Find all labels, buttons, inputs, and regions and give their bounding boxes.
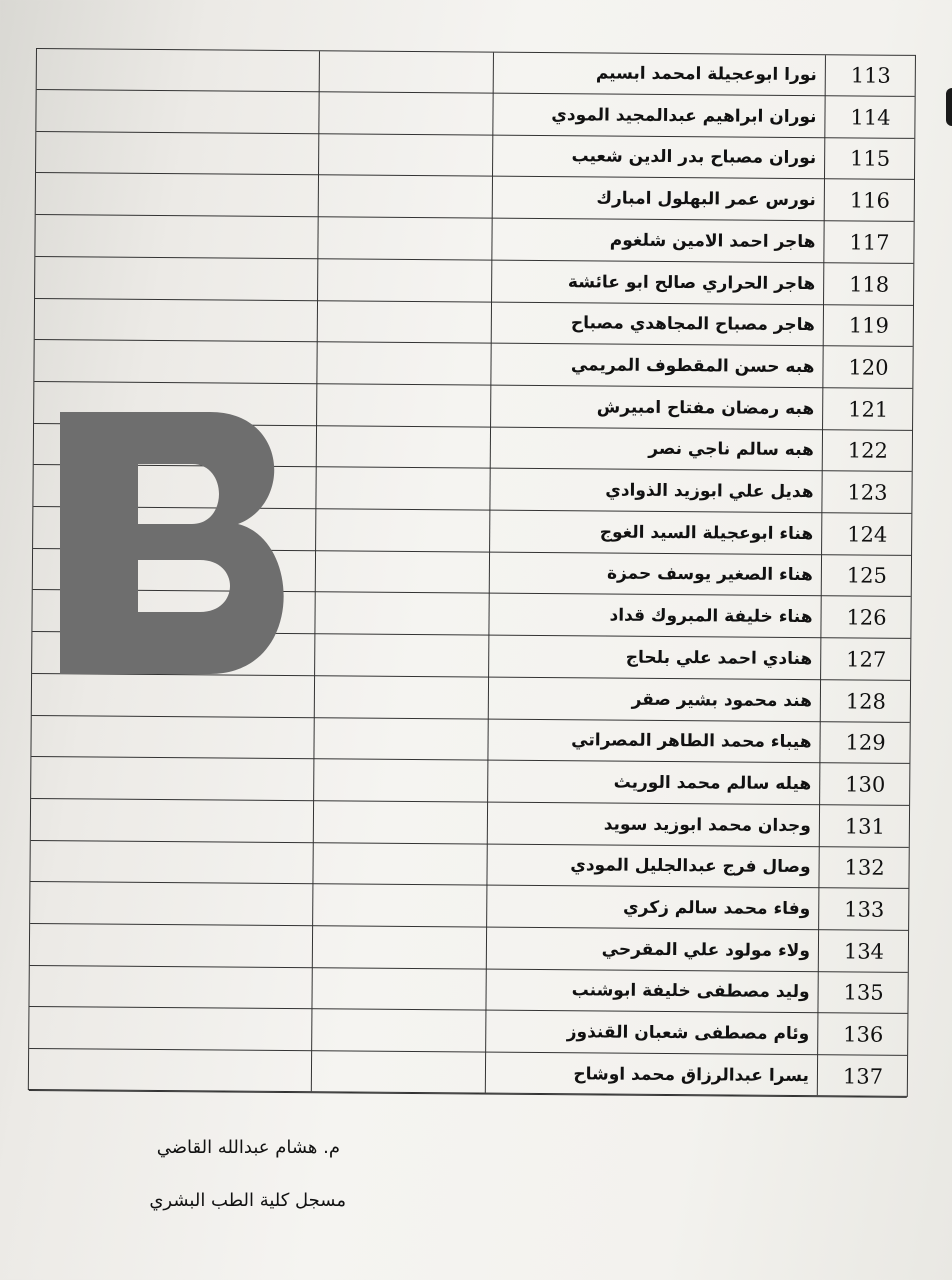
row-number: 116 (849, 188, 890, 213)
student-name: وجدان محمد ابوزيد سويد (603, 814, 811, 836)
student-name: هنادي احمد علي بلحاج (625, 647, 813, 669)
table-row (31, 800, 909, 848)
table-row (31, 716, 909, 764)
table-row (35, 216, 913, 264)
student-name: نوران مصباح بدر الدين شعيب (571, 146, 817, 169)
row-number: 131 (844, 813, 886, 839)
student-name: هاجر احمد الامين شلغوم (609, 230, 816, 252)
row-number: 124 (847, 522, 888, 547)
student-name: هبه رمضان مفتاح امبيرش (596, 397, 815, 419)
table-row (35, 258, 913, 306)
table-row (36, 132, 914, 180)
row-number: 129 (845, 730, 886, 755)
student-name: نورس عمر البهلول امبارك (596, 188, 816, 211)
student-name: وليد مصطفى خليفة ابوشنب (571, 980, 810, 1003)
student-name: هاجر مصباح المجاهدي مصباح (570, 313, 815, 336)
table-row (29, 1008, 907, 1056)
student-name: يسرا عبدالرزاق محمد اوشاح (573, 1064, 810, 1086)
row-number: 132 (844, 855, 885, 880)
student-name: وئام مصطفى شعبان القنذوز (566, 1022, 810, 1045)
table-row (29, 1050, 907, 1098)
table-row (31, 758, 909, 806)
student-name: هند محمود بشير صقر (631, 689, 812, 711)
table-body (37, 49, 915, 1089)
student-name: وفاء محمد سالم زكري (623, 897, 811, 920)
row-number: 118 (849, 271, 890, 297)
student-name: هديل علي ابوزيد الذوادي (605, 480, 814, 503)
table-row (30, 883, 908, 931)
row-number: 133 (844, 897, 885, 922)
student-name: هاجر الحراري صالح ابو عائشة (567, 271, 816, 294)
row-number: 117 (849, 230, 890, 255)
table-row (29, 966, 907, 1014)
table-row (36, 174, 914, 222)
row-number: 134 (843, 939, 885, 964)
student-name: هناء ابوعجيلة السيد الغوج (599, 522, 814, 544)
watermark-b-logo (60, 412, 310, 674)
row-number: 114 (850, 105, 891, 130)
student-name: نوران ابراهيم عبدالمجيد المودي (551, 104, 817, 127)
row-number: 126 (846, 605, 887, 630)
row-number: 122 (847, 438, 889, 463)
signatory-name: م. هشام عبدالله القاضي (156, 1137, 340, 1158)
student-name: هيباء محمد الطاهر المصراتي (571, 730, 812, 753)
student-name: هبه سالم ناجي نصر (648, 439, 814, 461)
row-number: 123 (847, 480, 888, 505)
table-row (36, 91, 914, 139)
table-row (30, 841, 908, 889)
table-row (30, 925, 908, 973)
row-number: 113 (850, 63, 891, 88)
table-row (34, 341, 912, 389)
table-row (32, 674, 910, 722)
page-edge-mark (946, 88, 952, 126)
row-number: 119 (848, 313, 889, 338)
student-name: ولاء مولود علي المقرحي (601, 939, 811, 961)
row-number: 127 (846, 647, 887, 672)
row-number: 137 (842, 1064, 884, 1089)
student-name: هبه حسن المقطوف المريمي (570, 355, 815, 378)
row-number: 125 (846, 563, 888, 589)
student-name: هناء خليفة المبروك قداد (609, 605, 813, 628)
row-number: 121 (848, 396, 889, 422)
row-number: 115 (850, 146, 891, 172)
student-name: هيله سالم محمد الوريث (613, 772, 812, 795)
row-number: 120 (848, 355, 889, 380)
row-number: 128 (845, 688, 887, 714)
signatory-role: مسجل كلية الطب البشري (149, 1190, 346, 1211)
table-row (37, 49, 915, 97)
student-name: هناء الصغير يوسف حمزة (606, 563, 813, 586)
row-number: 136 (843, 1022, 884, 1047)
table-row (35, 299, 913, 347)
row-number: 130 (845, 772, 886, 797)
student-name: وصال فرج عبدالجليل المودي (570, 855, 811, 878)
student-name: نورا ابوعجيلة امحمد ابسيم (595, 63, 817, 86)
row-number: 135 (843, 980, 884, 1006)
